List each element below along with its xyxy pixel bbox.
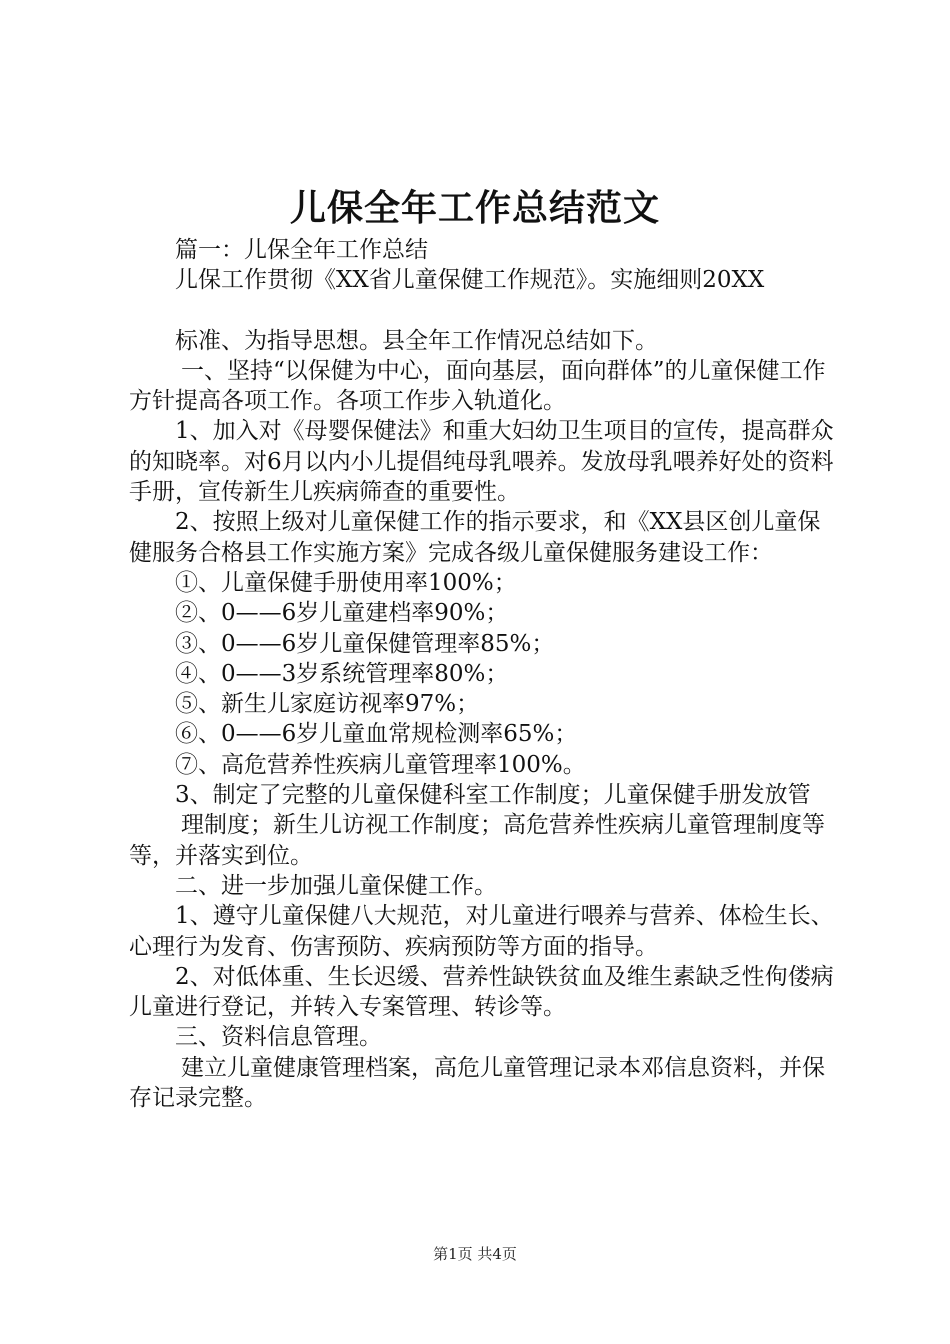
paragraph: 2、对低体重、生长迟缓、营养性缺铁贫血及维生素缺乏性佝偻病儿童进行登记，并转入专案管理、转诊等。 bbox=[129, 963, 834, 1021]
list-item: ②、0——6岁儿童建档率90%； bbox=[175, 600, 509, 627]
list-item: ⑤、新生儿家庭访视率97%； bbox=[175, 691, 480, 718]
document-body bbox=[129, 235, 841, 1113]
list-item: ③、0——6岁儿童保健管理率85%； bbox=[175, 630, 555, 657]
list-item: ⑦、高危营养性疾病儿童管理率100%。 bbox=[175, 751, 586, 778]
paragraph: 理制度；新生儿访视工作制度；高危营养性疾病儿童管理制度等等，并落实到位。 bbox=[129, 812, 825, 869]
paragraph: 儿保工作贯彻《XX省儿童保健工作规范》。实施细则20XX bbox=[175, 267, 765, 294]
paragraph: 建立儿童健康管理档案，高危儿童管理记录本邓信息资料，并保存记录完整。 bbox=[129, 1054, 825, 1112]
section-heading: 篇一：儿保全年工作总结 bbox=[175, 237, 428, 263]
section-heading: 二、进一步加强儿童保健工作。 bbox=[175, 872, 497, 899]
section-heading: 三、资料信息管理。 bbox=[175, 1024, 382, 1051]
paragraph: 标准、为指导思想。县全年工作情况总结如下。 bbox=[175, 327, 658, 354]
paragraph: 3、制定了完整的儿童保健科室工作制度；儿童保健手册发放管 bbox=[175, 782, 811, 809]
paragraph: 1、加入对《母婴保健法》和重大妇幼卫生项目的宣传，提高群众的知晓率。对6月以内小儿提倡纯母乳喂养。发放母乳喂养好处的资料手册，宣传新生儿疾病筛查的重要性。 bbox=[129, 418, 834, 506]
page-number: 第1页 共4页 bbox=[433, 1245, 517, 1263]
list-item: ⑥、0——6岁儿童血常规检测率65%； bbox=[175, 721, 578, 748]
paragraph: 2、按照上级对儿童保健工作的指示要求，和《XX县区创儿童保健服务合格县工作实施方案》完成各级儿童保健服务建设工作： bbox=[129, 509, 821, 566]
document-title: 儿保全年工作总结范文 bbox=[289, 187, 660, 229]
list-item: ①、儿童保健手册使用率100%； bbox=[175, 569, 517, 596]
section-heading: 一、坚持“以保健为中心，面向基层，面向群体”的儿童保健工作方针提高各项工作。各项工作步入轨道化。 bbox=[129, 357, 826, 415]
list-item: ④、0——3岁系统管理率80%； bbox=[175, 660, 509, 687]
paragraph: 1、遵守儿童保健八大规范，对儿童进行喂养与营养、体检生长、心理行为发育、伤害预防、疾病预防等方面的指导。 bbox=[129, 903, 834, 960]
blank-line bbox=[129, 296, 841, 326]
